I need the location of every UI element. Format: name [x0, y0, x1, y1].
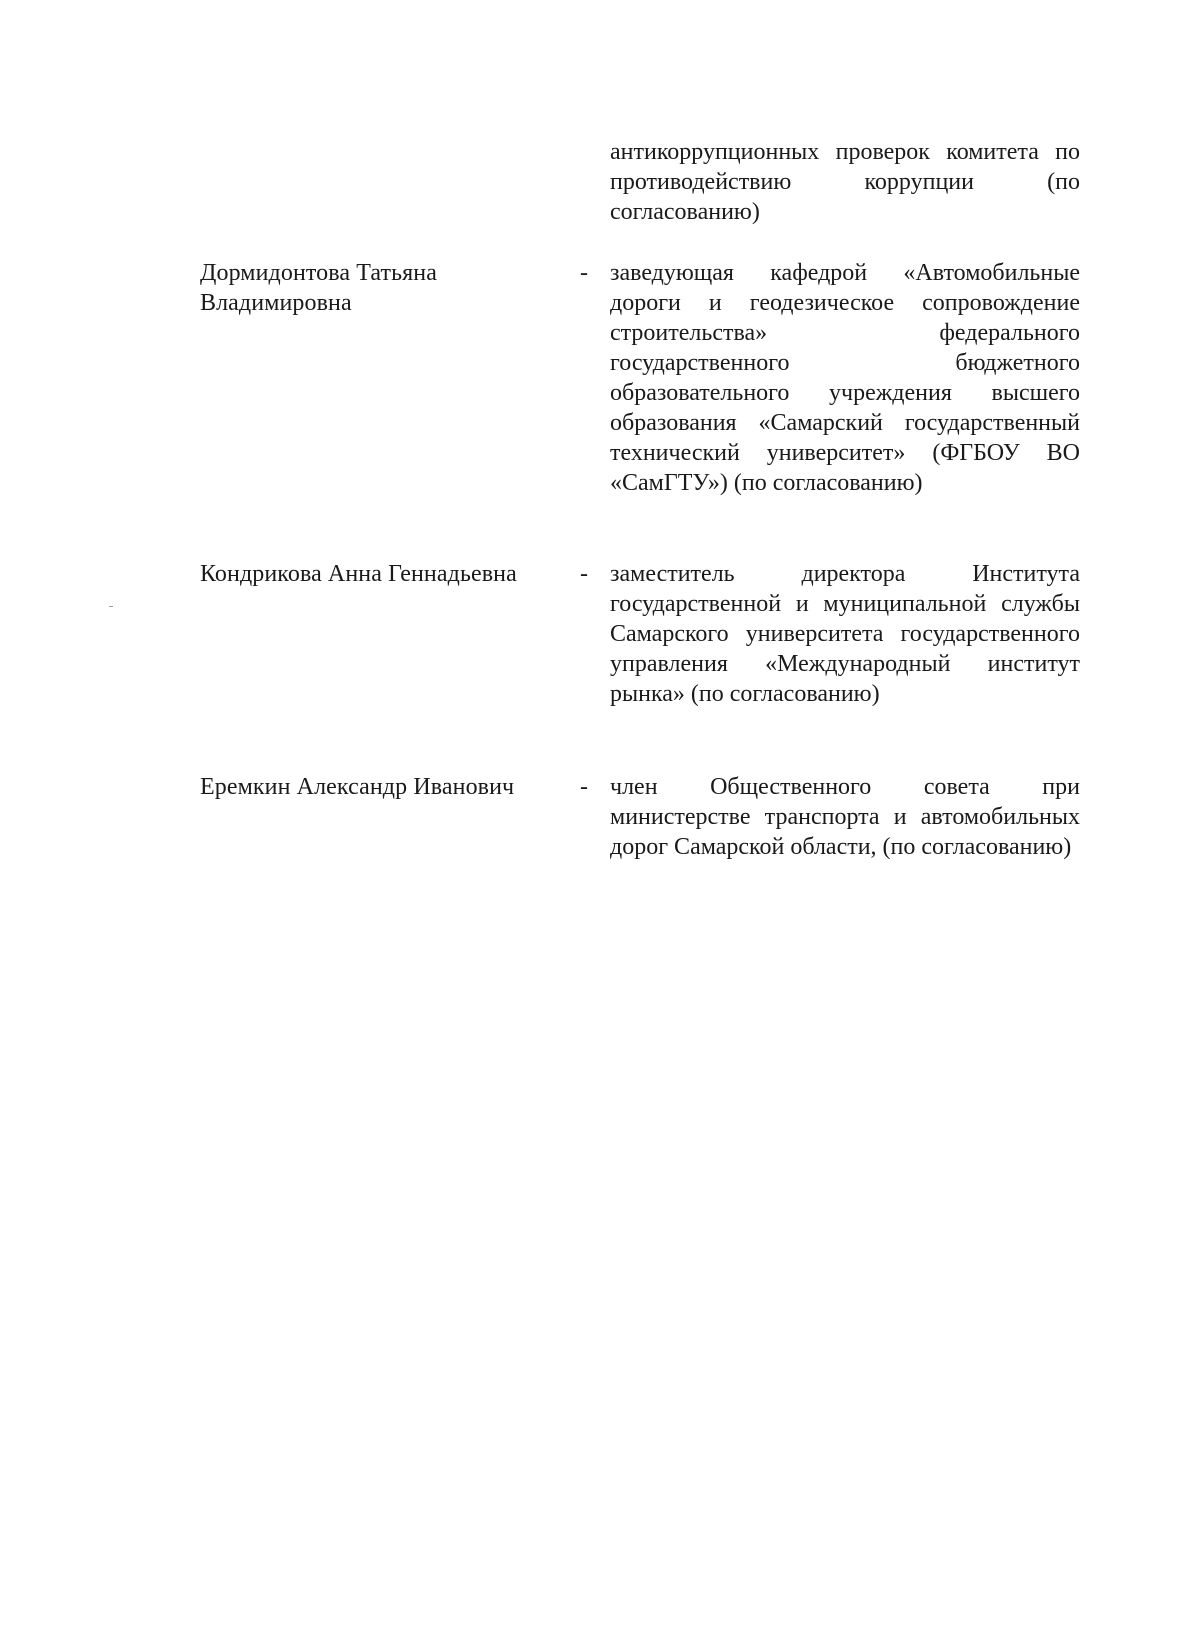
member-description: заведующая кафедрой «Автомобильные дороги и геодезическое сопровождение строительства» федерального государственного бюджетного образовательного учреждения высшего образования «Самарский государственный технический университет» (ФГБОУ ВО «СамГТУ») (по согласованию): [610, 260, 1080, 496]
member-dash: -: [580, 774, 588, 800]
member-name: Еремкин Александр Иванович: [200, 774, 515, 800]
member-dash: -: [580, 561, 588, 587]
continuation-description: антикоррупционных проверок комитета по противодействию коррупции (по согласованию): [610, 139, 1080, 225]
member-dash: -: [580, 260, 588, 286]
member-name: Кондрикова Анна Геннадьевна: [200, 561, 517, 587]
scan-speck: [109, 606, 113, 607]
member-name: Дормидонтова Татьяна Владимировна: [200, 260, 437, 316]
member-description: член Общественного совета при министерстве транспорта и автомобильных дорог Самарской области, (по согласованию): [610, 774, 1080, 860]
member-description: заместитель директора Института государственной и муниципальной службы Самарского университета государственного управления «Международный институт рынка» (по согласованию): [610, 561, 1080, 707]
